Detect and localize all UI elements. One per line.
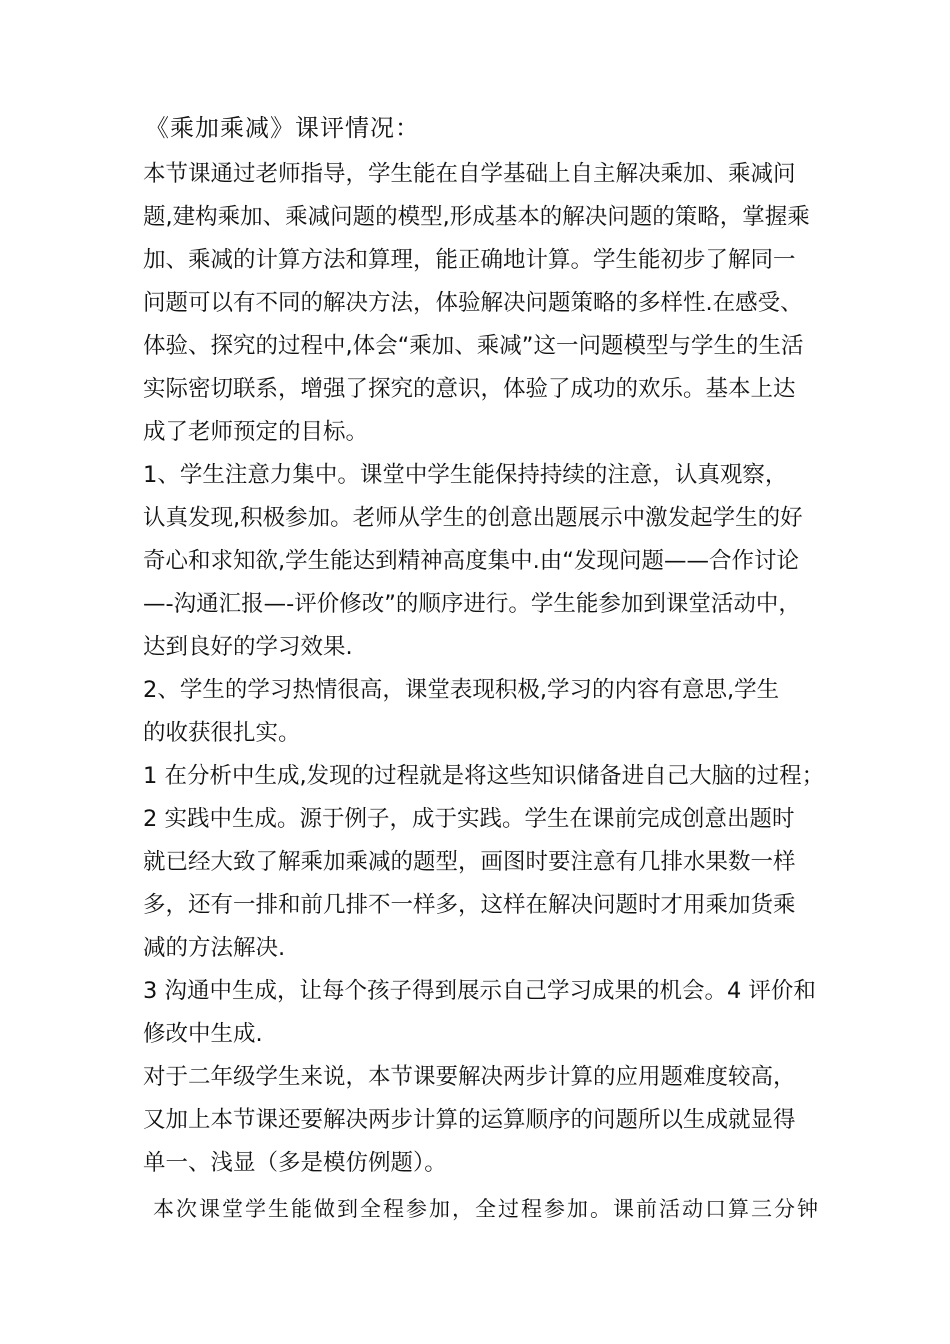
body-line: 减的方法解决. [143,935,286,961]
body-line: 1、学生注意力集中。课堂中学生能保持持续的注意，认真观察， [143,462,788,488]
body-line: 成了老师预定的目标。 [143,419,369,445]
body-line: 体验、探究的过程中,体会“乘加、乘减”这一问题模型与学生的生活 [143,333,804,359]
body-line: 修改中生成. [143,1021,263,1047]
body-line: 单一、浅显（多是模仿例题）。 [143,1150,447,1176]
body-line: 加、乘减的计算方法和算理，能正确地计算。学生能初步了解同一 [143,247,796,273]
body-line: 实际密切联系，增强了探究的意识，体验了成功的欢乐。基本上达 [143,376,796,402]
body-line: —-沟通汇报—-评价修改”的顺序进行。学生能参加到课堂活动中， [143,591,801,617]
body-line: 题,建构乘加、乘减问题的模型,形成基本的解决问题的策略，掌握乘 [143,204,810,230]
body-line: 多，还有一排和前几排不一样多，这样在解决问题时才用乘加货乘 [143,892,796,918]
body-line: 2、学生的学习热情很高，课堂表现积极,学习的内容有意思,学生 [143,677,780,703]
document-title: 《乘加乘减》课评情况： [145,114,420,142]
body-line: 奇心和求知欲,学生能达到精神高度集中.由“发现问题——合作讨论 [143,548,799,574]
body-line: 达到良好的学习效果. [143,634,353,660]
body-line: 本节课通过老师指导，学生能在自学基础上自主解决乘加、乘减问 [143,161,796,187]
document-last-line: 本次课堂学生能做到全程参加，全过程参加。课前活动口算三分钟 [153,1197,820,1221]
document-body [143,153,823,1185]
body-line: 1 在分析中生成,发现的过程就是将这些知识储备进自己大脑的过程； [143,763,825,789]
body-line: 的收获很扎实。 [143,720,301,746]
body-line: 就已经大致了解乘加乘减的题型，画图时要注意有几排水果数一样 [143,849,796,875]
body-line: 3 沟通中生成，让每个孩子得到展示自己学习成果的机会。4 评价和 [143,978,816,1004]
body-line: 问题可以有不同的解决方法，体验解决问题策略的多样性.在感受、 [143,290,803,316]
body-line: 2 实践中生成。源于例子，成于实践。学生在课前完成创意出题时 [143,806,795,832]
body-line: 又加上本节课还要解决两步计算的运算顺序的问题所以生成就显得 [143,1107,796,1133]
body-line: 认真发现,积极参加。老师从学生的创意出题展示中激发起学生的好 [143,505,803,531]
body-line: 对于二年级学生来说，本节课要解决两步计算的应用题难度较高， [143,1064,796,1090]
